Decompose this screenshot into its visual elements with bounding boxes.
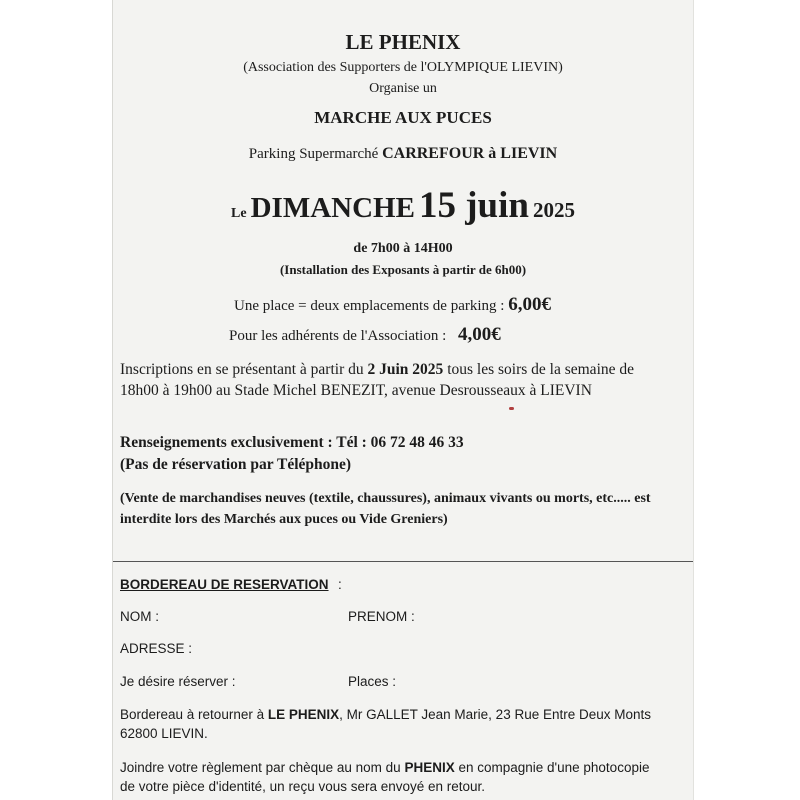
form-heading-colon: : bbox=[338, 577, 342, 592]
join-text-a: Joindre votre règlement par chèque au nom du bbox=[120, 760, 401, 775]
form-places-label: Places : bbox=[348, 674, 397, 689]
inscriptions-text-b: tous les soirs de la semaine de bbox=[447, 361, 635, 378]
inscriptions-date: 2 Juin 2025 bbox=[367, 361, 444, 378]
info-no-phone-booking: (Pas de réservation par Téléphone) bbox=[120, 456, 352, 473]
event-date bbox=[113, 184, 693, 227]
price-place-label: Une place = deux emplacements de parking : bbox=[234, 298, 505, 314]
form-heading: BORDEREAU DE RESERVATION bbox=[120, 577, 329, 592]
flyer-subtitle: (Association des Supporters de l'OLYMPIQUE LIEVIN) bbox=[243, 60, 563, 75]
flyer-title: LE PHENIX bbox=[345, 30, 461, 54]
date-year: 2025 bbox=[532, 198, 575, 222]
location-bold: CARREFOUR à LIEVIN bbox=[382, 145, 558, 162]
ink-mark bbox=[509, 407, 514, 410]
inscriptions-line-1 bbox=[120, 359, 634, 380]
form-return-line-2: 62800 LIEVIN. bbox=[120, 726, 208, 741]
join-org: PHENIX bbox=[404, 760, 455, 775]
notice-line-2: interdite lors des Marchés aux puces ou Vide Greniers) bbox=[120, 512, 448, 527]
form-adresse-label: ADRESSE : bbox=[120, 641, 193, 656]
flyer-sheet bbox=[112, 0, 694, 800]
return-text-a: Bordereau à retourner à bbox=[120, 707, 265, 722]
location-prefix: Parking Supermarché bbox=[248, 146, 379, 162]
inscriptions-paragraph bbox=[120, 359, 634, 401]
return-org: LE PHENIX bbox=[267, 707, 340, 722]
form-return-paragraph bbox=[120, 705, 651, 743]
installation-note: (Installation des Exposants à partir de 6h00) bbox=[279, 262, 527, 277]
price-place-line bbox=[234, 294, 551, 316]
form-prenom-label: PRENOM : bbox=[348, 609, 415, 624]
form-payment-line-1 bbox=[120, 758, 649, 777]
event-hours: de 7h00 à 14H00 bbox=[353, 241, 453, 256]
event-location bbox=[113, 145, 693, 163]
info-phone: Renseignements exclusivement : Tél : 06 72 48 46 33 bbox=[120, 434, 464, 451]
notice-line-1: (Vente de marchandises neuves (textile, chaussures), animaux vivants ou morts, etc..... est bbox=[120, 491, 651, 506]
section-divider bbox=[113, 561, 693, 562]
info-paragraph bbox=[120, 432, 464, 476]
price-member-label: Pour les adhérents de l'Association : bbox=[229, 328, 447, 344]
join-text-b: en compagnie d'une photocopie bbox=[458, 760, 650, 775]
form-nom-label: NOM : bbox=[120, 609, 159, 624]
form-desire-label: Je désire réserver : bbox=[120, 674, 236, 689]
price-member-line bbox=[229, 324, 501, 346]
return-text-b: , Mr GALLET Jean Marie, 23 Rue Entre Deux Monts bbox=[339, 707, 652, 722]
event-name: MARCHE AUX PUCES bbox=[314, 108, 492, 127]
price-member-value: 4,00€ bbox=[458, 324, 501, 345]
date-day-month: 15 juin bbox=[418, 185, 529, 226]
organise-text: Organise un bbox=[369, 81, 437, 96]
form-payment-line-2: de votre pièce d'identité, un reçu vous sera envoyé en retour. bbox=[120, 779, 486, 794]
notice-paragraph bbox=[120, 488, 651, 530]
inscriptions-line-2: 18h00 à 19h00 au Stade Michel BENEZIT, avenue Desrousseaux à LIEVIN bbox=[120, 382, 592, 399]
form-payment-paragraph bbox=[120, 758, 649, 796]
date-weekday: DIMANCHE bbox=[250, 192, 415, 224]
date-le: Le bbox=[231, 206, 247, 221]
price-place-value: 6,00€ bbox=[508, 294, 551, 315]
form-return-line-1 bbox=[120, 705, 651, 724]
inscriptions-text-a: Inscriptions en se présentant à partir du bbox=[120, 361, 364, 378]
